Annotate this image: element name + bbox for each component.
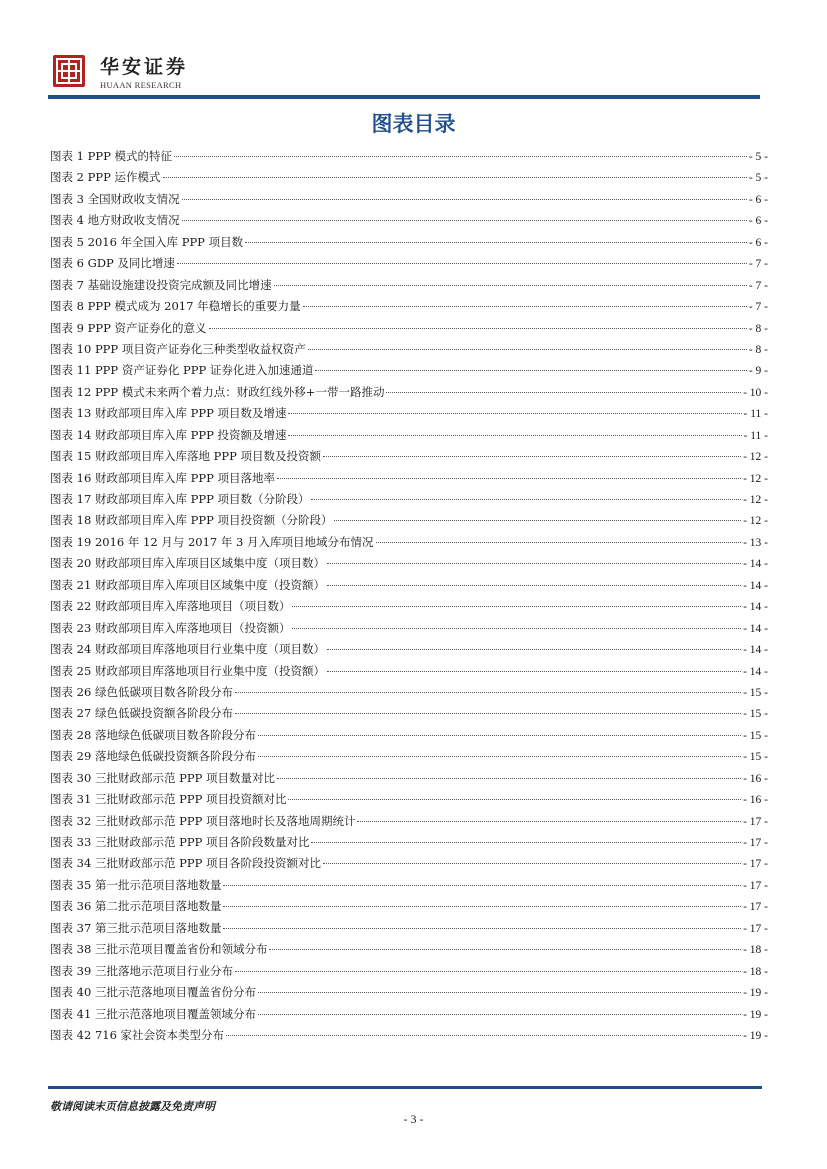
toc-entry-page: - 17 - [743,815,768,828]
toc-leader-dots [174,156,747,157]
toc-entry[interactable] [50,661,768,682]
toc-entry[interactable] [50,875,768,896]
page-number: - 3 - [403,1112,424,1126]
toc-entry-label: 图表 3 全国财政收支情况 [50,191,180,206]
toc-leader-dots [315,370,746,371]
toc-entry-label: 图表 37 第三批示范项目落地数量 [50,920,222,935]
footer-divider [48,1086,762,1089]
toc-entry-page: - 10 - [743,386,768,399]
toc-entry[interactable] [50,1004,768,1025]
toc-entry[interactable] [50,468,768,489]
toc-entry-page: - 11 - [743,408,768,421]
toc-entry[interactable] [50,210,768,231]
toc-entry-page: - 6 - [748,236,768,249]
toc-entry-label: 图表 7 基础设施建设投资完成额及同比增速 [50,277,272,292]
toc-entry[interactable] [50,682,768,703]
toc-leader-dots [277,478,741,479]
toc-entry[interactable] [50,532,768,553]
toc-leader-dots [288,435,741,436]
toc-entry-label: 图表 2 PPP 运作模式 [50,170,161,185]
toc-leader-dots [277,778,741,779]
toc-entry[interactable] [50,575,768,596]
logo-english-name: HUAAN RESEARCH [100,80,182,90]
toc-leader-dots [308,349,747,350]
toc-leader-dots [235,692,741,693]
toc-entry-page: - 19 - [743,987,768,1000]
toc-leader-dots [323,863,741,864]
toc-entry[interactable] [50,918,768,939]
toc-leader-dots [311,842,741,843]
toc-entry-label: 图表 5 2016 年全国入库 PPP 项目数 [50,234,244,249]
toc-entry-label: 图表 33 三批财政部示范 PPP 项目各阶段数量对比 [50,835,310,849]
toc-leader-dots [245,242,747,243]
toc-entry-label: 图表 11 PPP 资产证券化 PPP 证券化进入加速通道 [50,363,314,378]
toc-entry-page: - 14 - [743,558,768,571]
page-header [48,50,760,94]
toc-entry[interactable] [50,725,768,746]
toc-entry[interactable] [50,939,768,960]
toc-entry[interactable] [50,703,768,724]
toc-leader-dots [258,735,741,736]
toc-entry-label: 图表 8 PPP 模式成为 2017 年稳增长的重要力量 [50,299,301,314]
toc-entry[interactable] [50,896,768,917]
toc-leader-dots [258,992,741,993]
toc-entry-label: 图表 24 财政部项目库落地项目行业集中度（项目数） [50,642,325,657]
toc-entry-label: 图表 15 财政部项目库入库落地 PPP 项目数及投资额 [50,449,321,464]
toc-leader-dots [327,649,741,650]
toc-entry[interactable] [50,318,768,339]
toc-entry-label: 图表 22 财政部项目库入库落地项目（项目数） [50,599,291,614]
toc-entry-label: 图表 20 财政部项目库入库项目区域集中度（项目数） [50,556,325,571]
toc-entry-label: 图表 34 三批财政部示范 PPP 项目各阶段投资额对比 [50,856,321,871]
toc-entry[interactable] [50,982,768,1003]
toc-entry-page: - 14 - [743,644,768,657]
toc-list [50,146,768,1046]
toc-leader-dots [258,1014,741,1015]
toc-entry-page: - 14 - [743,601,768,614]
header-divider [48,95,760,99]
disclaimer-note: 敬请阅读末页信息披露及免责声明 [50,1100,215,1113]
toc-entry[interactable] [50,403,768,424]
toc-entry[interactable] [50,167,768,188]
toc-entry[interactable] [50,296,768,317]
toc-entry-page: - 16 - [743,794,768,807]
toc-leader-dots [303,306,747,307]
toc-entry-label: 图表 14 财政部项目库入库 PPP 投资额及增速 [50,427,287,442]
toc-entry-label: 图表 27 绿色低碳投资额各阶段分布 [50,706,233,721]
toc-entry[interactable] [50,510,768,531]
toc-entry-label: 图表 39 三批落地示范项目行业分布 [50,963,233,978]
toc-entry-label: 图表 29 落地绿色低碳投资额各阶段分布 [50,749,256,764]
toc-entry-page: - 19 - [743,1029,768,1042]
toc-entry-label: 图表 40 三批示范落地项目覆盖省份分布 [50,985,256,1000]
toc-entry[interactable] [50,360,768,381]
toc-entry-page: - 8 - [748,322,768,335]
toc-entry-page: - 17 - [743,901,768,914]
toc-entry[interactable] [50,596,768,617]
toc-leader-dots [269,949,741,950]
logo-chinese-name: 华安证券 [100,56,189,78]
toc-leader-dots [182,220,747,221]
toc-entry-label: 图表 25 财政部项目库落地项目行业集中度（投资额） [50,663,325,678]
toc-entry-page: - 12 - [743,494,768,506]
toc-entry-page: - 14 - [743,579,768,592]
toc-entry-page: - 15 - [743,686,768,699]
toc-entry-page: - 11 - [743,429,768,442]
toc-entry-page: - 17 - [743,922,768,935]
toc-entry[interactable] [50,253,768,274]
toc-entry-label: 图表 31 三批财政部示范 PPP 项目投资额对比 [50,792,287,807]
toc-leader-dots [163,177,747,178]
toc-entry[interactable] [50,382,768,403]
toc-entry[interactable] [50,832,768,853]
toc-entry-label: 图表 30 三批财政部示范 PPP 项目数量对比 [50,770,275,785]
toc-entry[interactable] [50,489,768,510]
toc-entry-page: - 6 - [748,193,768,206]
toc-entry-label: 图表 38 三批示范项目覆盖省份和领域分布 [50,942,268,957]
toc-leader-dots [235,713,741,714]
toc-entry-label: 图表 1 PPP 模式的特征 [50,149,172,163]
toc-entry[interactable] [50,853,768,874]
toc-leader-dots [177,263,747,264]
toc-entry-page: - 7 - [748,279,768,292]
toc-leader-dots [182,199,747,200]
toc-entry-page: - 12 - [743,472,768,485]
toc-entry[interactable] [50,1025,768,1046]
toc-entry-page: - 5 - [748,172,768,185]
toc-entry-page: - 6 - [748,215,768,228]
toc-title: 图表目录 [371,112,456,136]
toc-entry[interactable] [50,232,768,253]
toc-entry[interactable] [50,446,768,467]
toc-entry-label: 图表 21 财政部项目库入库项目区域集中度（投资额） [50,577,325,592]
toc-leader-dots [357,821,741,822]
toc-leader-dots [288,413,741,414]
toc-leader-dots [209,328,747,329]
toc-entry-page: - 17 - [743,858,768,871]
toc-entry-page: - 8 - [748,343,768,356]
toc-entry[interactable] [50,339,768,360]
toc-entry-label: 图表 23 财政部项目库入库落地项目（投资额） [50,620,291,635]
toc-entry-page: - 9 - [748,365,768,378]
toc-entry-label: 图表 10 PPP 项目资产证券化三种类型收益权资产 [50,341,306,356]
toc-entry[interactable] [50,189,768,210]
toc-leader-dots [327,563,741,564]
toc-entry-label: 图表 13 财政部项目库入库 PPP 项目数及增速 [50,406,287,421]
toc-entry[interactable] [50,746,768,767]
toc-entry-page: - 18 - [743,965,768,978]
toc-leader-dots [235,971,741,972]
toc-entry-label: 图表 35 第一批示范项目落地数量 [50,877,222,892]
toc-entry-page: - 7 - [748,258,768,271]
toc-entry-label: 图表 32 三批财政部示范 PPP 项目落地时长及落地周期统计 [50,813,356,828]
toc-entry-page: - 19 - [743,1008,768,1021]
toc-leader-dots [274,285,747,286]
toc-entry-page: - 13 - [743,536,768,549]
toc-entry[interactable] [50,146,768,167]
toc-entry-label: 图表 41 三批示范落地项目覆盖领域分布 [50,1006,256,1021]
toc-leader-dots [223,928,741,929]
toc-leader-dots [327,671,741,672]
toc-entry[interactable] [50,811,768,832]
toc-entry-page: - 16 - [743,772,768,785]
toc-entry[interactable] [50,961,768,982]
toc-entry-label: 图表 12 PPP 模式未来两个着力点：财政红线外移+一带一路推动 [50,384,385,399]
toc-leader-dots [223,906,741,907]
toc-leader-dots [288,799,741,800]
toc-leader-dots [223,885,741,886]
toc-entry-page: - 18 - [743,944,768,957]
toc-entry-page: - 15 - [743,751,768,764]
toc-leader-dots [258,756,741,757]
toc-entry-label: 图表 17 财政部项目库入库 PPP 项目数（分阶段） [50,492,310,506]
toc-entry-label: 图表 19 2016 年 12 月与 2017 年 3 月入库项目地域分布情况 [50,534,374,549]
toc-leader-dots [292,606,741,607]
toc-entry[interactable] [50,639,768,660]
toc-entry[interactable] [50,275,768,296]
toc-entry-label: 图表 42 716 家社会资本类型分布 [50,1027,225,1042]
toc-entry-page: - 7 - [748,301,768,314]
toc-leader-dots [292,628,741,629]
toc-leader-dots [311,499,741,500]
toc-leader-dots [327,585,741,586]
toc-entry-page: - 15 - [743,708,768,721]
toc-leader-dots [323,456,741,457]
toc-entry-label: 图表 18 财政部项目库入库 PPP 项目投资额（分阶段） [50,513,333,528]
toc-entry-page: - 14 - [743,622,768,635]
toc-entry-page: - 5 - [748,151,768,163]
toc-entry[interactable] [50,768,768,789]
huaan-seal-logo-icon [52,54,86,88]
toc-leader-dots [226,1035,741,1036]
toc-entry-page: - 12 - [743,451,768,464]
toc-entry[interactable] [50,789,768,810]
toc-entry-page: - 14 - [743,665,768,678]
toc-leader-dots [334,520,741,521]
toc-entry-page: - 12 - [743,515,768,528]
toc-entry[interactable] [50,618,768,639]
toc-entry-label: 图表 4 地方财政收支情况 [50,213,180,228]
toc-entry[interactable] [50,425,768,446]
toc-entry-page: - 15 - [743,729,768,742]
toc-entry-label: 图表 6 GDP 及同比增速 [50,256,175,271]
toc-entry-label: 图表 26 绿色低碳项目数各阶段分布 [50,684,233,699]
toc-leader-dots [376,542,742,543]
toc-entry-page: - 17 - [743,879,768,892]
toc-entry-label: 图表 28 落地绿色低碳项目数各阶段分布 [50,727,256,742]
toc-leader-dots [386,392,741,393]
toc-entry[interactable] [50,553,768,574]
toc-entry-page: - 17 - [743,837,768,849]
toc-entry-label: 图表 9 PPP 资产证券化的意义 [50,320,207,335]
toc-entry-label: 图表 16 财政部项目库入库 PPP 项目落地率 [50,470,275,485]
toc-entry-label: 图表 36 第二批示范项目落地数量 [50,899,222,914]
